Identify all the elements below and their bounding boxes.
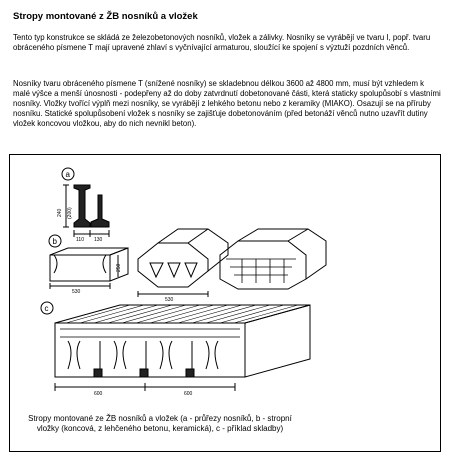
label-a: a: [65, 170, 70, 179]
floor-blocks: [68, 341, 218, 369]
figure-drawing: [10, 155, 440, 451]
paragraph-details: Nosníky tvaru obráceného písmene T (snížené nosníky) se skladebnou délkou 3600 až 4800 mm, musí být vzhledem k malé výšce a menší únosnosti - podepřeny až do doby zatvrdnutí dobetonované části, která staticky spolupůsobí s vlastními nosníky. Vložky tvořící výplň mezi nosníky, se vyrábějí z lehkého betonu nebo z keramiky (MIAKO). Osazují se na příruby nosníku. Statické spolupůsobení vložek s nosníky se zajišťuje dobetonováním (před betonáží věnců nutno uzavřít dutiny vložek koncovou vložkou, aby do nich nevnikl beton).: [13, 79, 441, 128]
dim-block-width-2: 530: [165, 297, 174, 303]
floor-beams: [94, 369, 194, 377]
dim-beam-height-2: (200): [67, 207, 73, 219]
floor-top-hatch: [66, 305, 298, 323]
figure-caption: Stropy montované ze ŽB nosníků a vložek (a - průřezy nosníků, b - stropní vložky (koncová, z lehčeného betonu, keramická), c - příklad skladby): [28, 414, 292, 433]
dim-beam-w2: 130: [94, 237, 103, 243]
i-beam-section: [74, 185, 90, 227]
label-b: b: [52, 237, 57, 246]
end-block-front: [50, 255, 110, 281]
dim-floor-w1: 600: [94, 391, 103, 397]
dim-floor-w2: 600: [184, 391, 193, 397]
dim-block-width: 530: [72, 289, 81, 295]
label-c: c: [44, 304, 49, 313]
dim-beam-w1: 110: [76, 237, 84, 243]
dim-beam-height: 240: [57, 208, 63, 217]
dim-block-height: 250: [116, 263, 122, 272]
block-cavities: [150, 263, 197, 277]
floor-front: [55, 323, 245, 377]
figure-box: [9, 154, 441, 452]
t-beam-section: [91, 195, 109, 227]
end-block-top: [50, 248, 128, 255]
paragraph-intro: Tento typ konstrukce se skládá ze železobetonových nosníků, vložek a zálivky. Nosníky se vyrábějí ve tvaru I, popř. tvaru obráceného písmene T mají upravené zhlaví s vyčnívající armaturou, sloužící ke spojení s výztuží pozdních věnců.: [13, 33, 431, 52]
ceramic-block-cells: [226, 259, 296, 283]
page-title: Stropy montované z ŽB nosníků a vložek: [13, 11, 198, 22]
ceramic-block-outline: [220, 241, 306, 289]
concrete-block-outline: [138, 243, 208, 287]
